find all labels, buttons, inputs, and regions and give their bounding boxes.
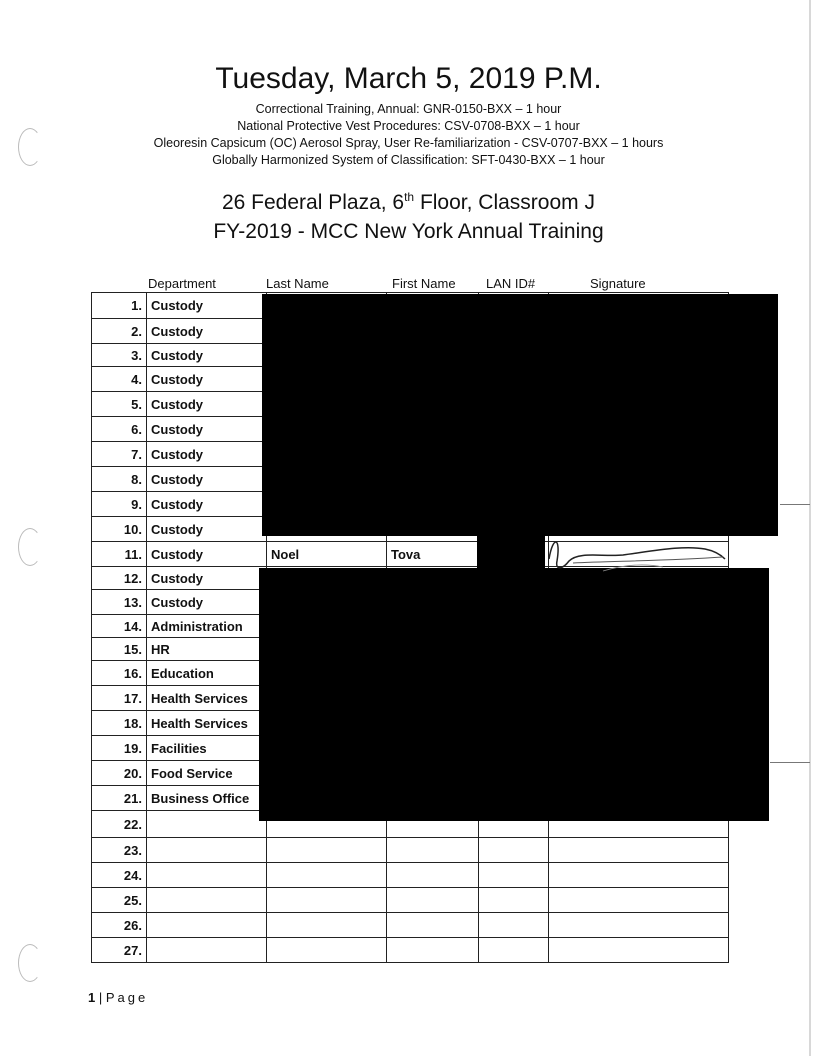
row-number: 17.: [92, 686, 147, 711]
lan-id-cell: [479, 913, 549, 938]
signature-cell: [549, 938, 729, 963]
signature-cell: [549, 838, 729, 863]
table-row: [92, 913, 729, 938]
location-sup: th: [404, 190, 415, 204]
department-cell: Education: [147, 661, 267, 686]
row-number: 26.: [92, 913, 147, 938]
row-number: 6.: [92, 417, 147, 442]
row-number: 8.: [92, 467, 147, 492]
lan-id-cell: [479, 888, 549, 913]
department-cell: [147, 838, 267, 863]
signature-scribble: [543, 531, 733, 573]
department-cell: Custody: [147, 517, 267, 542]
department-cell: Custody: [147, 542, 267, 567]
department-cell: Custody: [147, 417, 267, 442]
last-name-cell: [267, 838, 387, 863]
row-number: 20.: [92, 761, 147, 786]
table-row: [92, 838, 729, 863]
location-text: 26 Federal Plaza, 6: [221, 191, 405, 214]
row-number: 11.: [92, 542, 147, 567]
course-line: Oleoresin Capsicum (OC) Aerosol Spray, User Re-familiarization - CSV-0707-BXX – 1 hours: [153, 136, 664, 150]
department-cell: Food Service: [147, 761, 267, 786]
row-number: 25.: [92, 888, 147, 913]
page-number-value: 1: [88, 990, 96, 1005]
location-text-end: Floor, Classroom J: [414, 191, 595, 214]
row-number: 22.: [92, 811, 147, 838]
first-name-cell: [387, 863, 479, 888]
course-line: National Protective Vest Procedures: CSV-0708-BXX – 1 hour: [237, 119, 580, 133]
first-name-cell: [387, 888, 479, 913]
margin-mark: [770, 762, 810, 763]
row-number: 15.: [92, 638, 147, 661]
first-name-cell: [387, 838, 479, 863]
department-cell: Health Services: [147, 711, 267, 736]
department-cell: Custody: [147, 590, 267, 615]
column-header-last-name: Last Name: [266, 276, 329, 291]
lan-id-cell: [479, 863, 549, 888]
first-name-cell: [387, 913, 479, 938]
department-cell: Custody: [147, 442, 267, 467]
margin-mark: [780, 504, 810, 505]
course-line: Correctional Training, Annual: GNR-0150-BXX – 1 hour: [255, 102, 562, 116]
row-number: 5.: [92, 392, 147, 417]
table-row: [92, 863, 729, 888]
department-cell: Custody: [147, 344, 267, 367]
column-header-lan-id: LAN ID#: [486, 276, 536, 291]
row-number: 1.: [92, 293, 147, 319]
department-cell: Health Services: [147, 686, 267, 711]
last-name-cell: Noel: [267, 542, 387, 567]
department-cell: Custody: [147, 467, 267, 492]
row-number: 16.: [92, 661, 147, 686]
lan-id-cell: [479, 838, 549, 863]
signature-cell: [549, 888, 729, 913]
department-cell: Custody: [147, 319, 267, 344]
page-title: Tuesday, March 5, 2019 P.M.: [215, 62, 602, 95]
redaction-block: [262, 294, 778, 536]
punch-hole: [18, 944, 42, 982]
row-number: 21.: [92, 786, 147, 811]
department-cell: [147, 811, 267, 838]
department-cell: Administration: [147, 615, 267, 638]
page-number: 1 | Page: [88, 990, 149, 1005]
last-name-cell: [267, 938, 387, 963]
signature-cell: [549, 913, 729, 938]
department-cell: HR: [147, 638, 267, 661]
table-row: [92, 938, 729, 963]
row-number: 14.: [92, 615, 147, 638]
first-name-cell: Tova: [387, 542, 479, 567]
department-cell: [147, 913, 267, 938]
training-name: FY-2019 - MCC New York Annual Training: [213, 220, 604, 243]
signature-cell: [549, 863, 729, 888]
row-number: 9.: [92, 492, 147, 517]
location: [0, 190, 817, 215]
department-cell: Custody: [147, 567, 267, 590]
first-name-cell: [387, 938, 479, 963]
department-cell: Custody: [147, 392, 267, 417]
lan-id-cell: [479, 938, 549, 963]
last-name-cell: [267, 863, 387, 888]
last-name-cell: [267, 913, 387, 938]
row-number: 23.: [92, 838, 147, 863]
punch-hole: [18, 528, 42, 566]
department-cell: Facilities: [147, 736, 267, 761]
department-cell: [147, 938, 267, 963]
row-number: 4.: [92, 367, 147, 392]
row-number: 3.: [92, 344, 147, 367]
row-number: 18.: [92, 711, 147, 736]
column-header-first-name: First Name: [392, 276, 456, 291]
row-number: 7.: [92, 442, 147, 467]
department-cell: Custody: [147, 492, 267, 517]
row-number: 2.: [92, 319, 147, 344]
row-number: 19.: [92, 736, 147, 761]
department-cell: [147, 863, 267, 888]
page-label: Page: [105, 990, 149, 1005]
department-cell: Custody: [147, 293, 267, 319]
department-cell: Business Office: [147, 786, 267, 811]
last-name-cell: [267, 888, 387, 913]
department-cell: [147, 888, 267, 913]
row-number: 13.: [92, 590, 147, 615]
row-number: 27.: [92, 938, 147, 963]
column-header-department: Department: [148, 276, 216, 291]
row-number: 12.: [92, 567, 147, 590]
redaction-block: [259, 568, 769, 821]
row-number: 24.: [92, 863, 147, 888]
table-row: [92, 888, 729, 913]
row-number: 10.: [92, 517, 147, 542]
course-line: Globally Harmonized System of Classification: SFT-0430-BXX – 1 hour: [212, 153, 605, 167]
column-header-signature: Signature: [590, 276, 646, 291]
department-cell: Custody: [147, 367, 267, 392]
